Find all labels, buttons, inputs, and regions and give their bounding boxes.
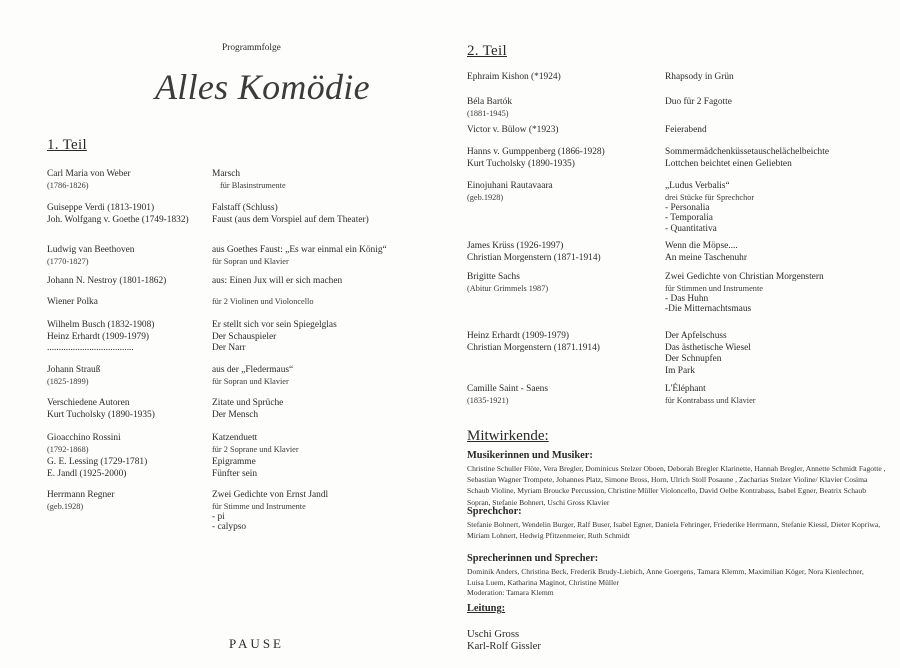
right-composer: Béla Bartók	[467, 97, 513, 107]
left-work-title: aus der „Fledermaus“	[212, 365, 294, 375]
right-composer-dates: (Abitur Grimmels 1987)	[467, 283, 549, 293]
left-work-note: - calypso	[212, 522, 247, 532]
left-work-title: Der Schauspieler	[212, 331, 277, 342]
left-work-title: Zitate und Sprüche	[212, 398, 284, 408]
left-composer: Joh. Wolfgang v. Goethe (1749-1832)	[47, 214, 189, 225]
right-work-title: An meine Taschenuhr	[665, 252, 747, 263]
right-composer: James Krüss (1926-1997)	[467, 241, 564, 251]
right-work-title: Das ästhetische Wiesel	[665, 342, 751, 353]
performers-heading: Mitwirkende:	[467, 428, 549, 444]
right-composer: Victor v. Bülow (*1923)	[467, 125, 559, 135]
right-work-title: Wenn die Möpse....	[665, 241, 738, 251]
left-composer: Verschiedene Autoren	[47, 398, 130, 408]
right-work-note: - Quantitativa	[665, 223, 717, 234]
left-work-title: Marsch	[212, 169, 241, 179]
left-work-note: für Blasinstrumente	[220, 180, 286, 190]
right-work-note: - Temporalia	[665, 213, 713, 223]
right-work-title: Rhapsody in Grün	[665, 72, 734, 82]
right-composer: Brigitte Sachs	[467, 272, 520, 282]
right-composer: Heinz Erhardt (1909-1979)	[467, 331, 570, 341]
right-composer-dates: (1881-1945)	[467, 108, 509, 118]
left-work-title: aus: Einen Jux will er sich machen	[212, 276, 343, 286]
left-work-title: Epigramme	[212, 457, 256, 467]
pause-label: PAUSE	[229, 636, 284, 651]
right-work-title: Im Park	[665, 365, 695, 376]
left-work-note: für Sopran und Klavier	[212, 256, 289, 266]
right-work-title: Der Schnupfen	[665, 354, 722, 364]
left-composer: Gioacchino Rossini	[47, 433, 121, 443]
leitung-heading: Leitung:	[467, 603, 506, 614]
musicians-heading: Musikerinnen und Musiker:	[467, 450, 593, 461]
right-composer: Christian Morgenstern (1871-1914)	[467, 252, 601, 263]
right-composer: Hanns v. Gumppenberg (1866-1928)	[467, 147, 605, 157]
right-composer-dates: (1835-1921)	[467, 395, 509, 405]
left-work-title: Katzenduett	[212, 433, 258, 443]
speakers-heading: Sprecherinnen und Sprecher:	[467, 553, 599, 564]
left-composer: Wilhelm Busch (1832-1908)	[47, 320, 155, 330]
program-label: Programmfolge	[222, 43, 281, 53]
left-composer: Guiseppe Verdi (1813-1901)	[47, 203, 155, 213]
right-work-note: -Die Mitternachtsmaus	[665, 304, 752, 314]
left-composer: .....................................	[47, 343, 134, 353]
part-2-heading: 2. Teil	[467, 43, 507, 59]
right-composer: Camille Saint - Saens	[467, 384, 548, 394]
left-composer: Herrmann Regner	[47, 490, 115, 500]
left-composer-dates: (1825-1899)	[47, 376, 89, 386]
left-work-title: aus Goethes Faust: „Es war einmal ein König“	[212, 245, 387, 255]
left-work-title: Faust (aus dem Vorspiel auf dem Theater)	[212, 214, 369, 225]
left-work-note: für 2 Soprane und Klavier	[212, 444, 299, 454]
right-work-note: - Personalia	[665, 202, 710, 213]
left-composer: E. Jandl (1925-2000)	[47, 468, 127, 479]
right-composer: Einojuhani Rautavaara	[467, 181, 553, 191]
left-composer-dates: (geb.1928)	[47, 501, 84, 511]
musicians-list: Christine Schuller Flöte, Vera Bregler, Dominicus Stelzer Oboen, Deborah Bregler Klarinette, Hannah Bregler, Annette Schmidt Fagotte , Sebastian Wagner Trompete, Johannes Platz, Simone Bross, Horn, Ulrich Stoll Posaune , Zacharias Stelzer Violine/ Klavier Cosima Schaub Violine, Myriam Broucke Percussion, Christine Müller Violoncello, David Oelbe Kontrabass, Isabel Egner, Beatrix Schaub Sopran, Stefanie Bohnert, Uschi Gross Klavier	[467, 464, 886, 507]
left-work-title: Der Narr	[212, 343, 246, 353]
right-work-note: - Das Huhn	[665, 293, 709, 304]
left-composer-dates: (1786-1826)	[47, 180, 89, 190]
right-work-title: Der Apfelschuss	[665, 331, 727, 341]
choir-list: Stefanie Bohnert, Wendelin Burger, Ralf Buser, Isabel Egner, Daniela Fehringer, Friederike Herrmann, Stefanie Kiessl, Dieter Kopriwa, Miriam Lohnert, Hedwig Pfitzenmeier, Ruth Schmidt	[467, 520, 881, 541]
right-work-note: für Stimmen und Instrumente	[665, 283, 763, 293]
left-composer: Johann Strauß	[47, 365, 101, 375]
left-composer: Johann N. Nestroy (1801-1862)	[47, 276, 167, 286]
leitung-name-2: Karl-Rolf Gissler	[467, 641, 541, 652]
page-title: Alles Komödie	[155, 67, 370, 107]
left-work-title: Zwei Gedichte von Ernst Jandl	[212, 490, 329, 500]
left-composer-dates: (1770-1827)	[47, 256, 89, 266]
left-work-note: für 2 Violinen und Violoncello	[212, 297, 314, 306]
left-work-title: Fünfter sein	[212, 468, 258, 479]
right-work-note: drei Stücke für Sprechchor	[665, 192, 755, 202]
right-composer: Christian Morgenstern (1871.1914)	[467, 342, 600, 353]
right-composer-dates: (geb.1928)	[467, 192, 504, 202]
left-work-title: Der Mensch	[212, 409, 259, 420]
right-work-title: Lottchen beichtet einen Geliebten	[665, 158, 792, 169]
right-work-title: „Ludus Verbalis“	[665, 181, 730, 191]
right-composer: Kurt Tucholsky (1890-1935)	[467, 158, 575, 169]
left-composer: Wiener Polka	[47, 297, 98, 307]
right-work-title: Zwei Gedichte von Christian Morgenstern	[665, 272, 824, 282]
right-work-note: für Kontrabass und Klavier	[665, 395, 756, 405]
left-work-note: für Stimme und Instrumente	[212, 501, 306, 511]
right-work-title: Sommermädchenküssetauschelächelbeichte	[665, 147, 829, 157]
left-composer: Carl Maria von Weber	[47, 169, 131, 179]
left-work-title: Er stellt sich vor sein Spiegelglas	[212, 320, 337, 330]
left-composer: Heinz Erhardt (1909-1979)	[47, 331, 150, 342]
left-work-note: - pi	[212, 511, 225, 522]
choir-heading: Sprechchor:	[467, 506, 522, 517]
part-1-heading: 1. Teil	[47, 137, 87, 153]
leitung-name-1: Uschi Gross	[467, 629, 520, 640]
left-work-title: Falstaff (Schluss)	[212, 203, 278, 213]
left-work-note: für Sopran und Klavier	[212, 376, 289, 386]
left-composer-dates: (1792-1868)	[47, 444, 89, 454]
right-work-title: Duo für 2 Fagotte	[665, 97, 732, 107]
right-work-title: L'Éléphant	[665, 384, 706, 394]
right-composer: Ephraim Kishon (*1924)	[467, 72, 561, 82]
right-work-title: Feierabend	[665, 125, 707, 135]
left-composer: Kurt Tucholsky (1890-1935)	[47, 409, 155, 420]
moderation-note: Moderation: Tamara Klemm	[467, 588, 554, 597]
speakers-list: Dominik Anders, Christina Beck, Frederik Brudy-Liebich, Anne Goergens, Tamara Klemm, Maximilian Köger, Nora Kienlechner, Luisa Luem, Katharina Maginot, Christine Müller	[467, 567, 864, 588]
left-composer: G. E. Lessing (1729-1781)	[47, 457, 148, 467]
left-composer: Ludwig van Beethoven	[47, 245, 135, 255]
